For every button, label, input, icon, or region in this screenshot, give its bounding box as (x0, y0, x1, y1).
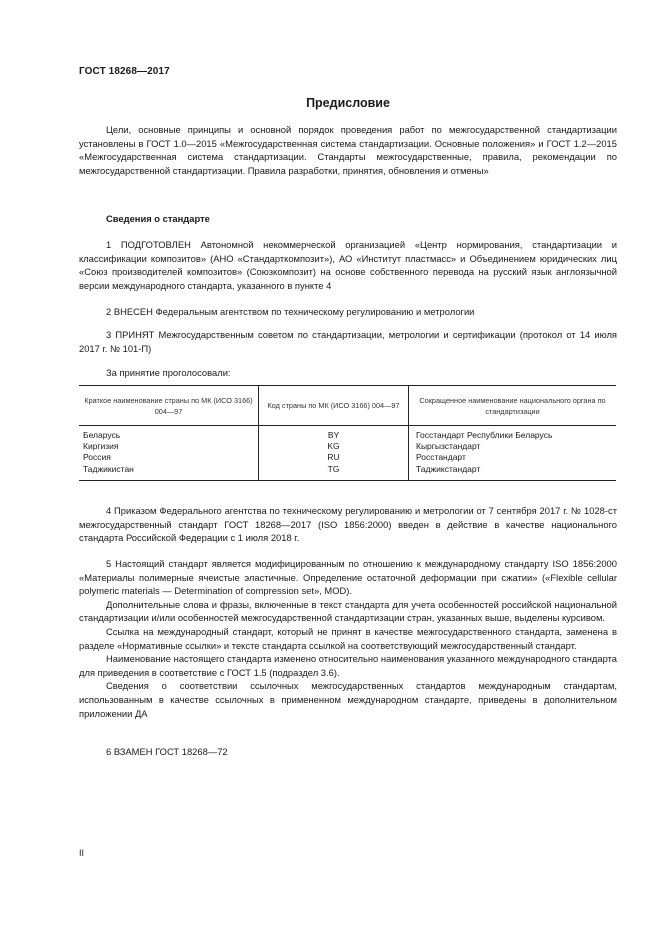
item-1-paragraph: 1 ПОДГОТОВЛЕН Автономной некоммерческой организацией «Центр нормирования, стандартизации и классификации композитов» (АНО «Стандарткомпозит»), АО «Институт пластмасс» и Объединением юридических лиц «Союз производителей композитов» (Союзкомпозит) на основе собственного перевода на русский язык англоязычной версии международного стандарта, указанного в пункте 4 (79, 239, 617, 291)
header-country-name: Краткое наименование страны по МК (ИСО 3166) 004—97 (79, 386, 259, 426)
voting-table (79, 385, 616, 483)
item-6-section (79, 745, 617, 759)
item-5-paragraph: 5 Настоящий стандарт является модифицированным по отношению к международному стандарту ISO 1856:2000 «Материалы полимерные ячеистые эластичные. Определение остаточной деформации при сжатии» («Flexible cellular polymeric materials — Determination of compression set», MOD). (79, 558, 617, 597)
country-code: BY (327, 430, 340, 440)
item-6-paragraph: 6 ВЗАМЕН ГОСТ 18268—72 (106, 746, 228, 757)
subheading: Сведения о стандарте (106, 213, 210, 224)
standards-body: Госстандарт Республики Беларусь (416, 430, 553, 440)
item-5-paragraph: Сведения о соответствии ссылочных межгосударственных стандартов международным стандартам, использованным в качестве ссылочных в примененном международном стандарте, приведены в дополнительном приложении ДА (79, 680, 617, 719)
body-list (409, 426, 617, 481)
item-3-section (79, 328, 617, 355)
document-code: ГОСТ 18268—2017 (79, 66, 170, 77)
intro-paragraph: Цели, основные принципы и основной порядок проведения работ по межгосударственной стандартизации установлены в ГОСТ 1.0—2015 «Межгосударственная система стандартизации. Основные положения» и ГОСТ 1.2—2015 «Межгосударственная система стандартизации. Стандарты межгосударственные, правила, рекомендации по межгосударственной стандартизации. Правила разработки, принятия, обновления и отмены» (79, 124, 617, 176)
table-body-row (79, 426, 616, 481)
vote-label-section (79, 366, 617, 380)
page-number: II (79, 848, 85, 858)
standards-body: Таджикстандарт (416, 463, 481, 474)
standard-info-heading (79, 212, 617, 226)
item-2-section (79, 305, 617, 319)
item-5-paragraph: Наименование настоящего стандарта изменено относительно наименования указанного международного стандарта для приведения в соответствие с ГОСТ 1.5 (подраздел 3.6). (79, 653, 617, 678)
country-name: Россия (83, 452, 111, 463)
item-1-section (79, 238, 617, 292)
item-5-section (79, 557, 617, 720)
country-name: Киргизия (83, 441, 119, 452)
header-country-code: Код страны по МК (ИСО 3166) 004—97 (259, 386, 409, 426)
table-header-row (79, 386, 616, 426)
country-code: TG (327, 463, 340, 474)
country-list (79, 426, 259, 481)
code-list (259, 426, 409, 481)
country-code: RU (327, 452, 340, 463)
standards-body: Росстандарт (416, 452, 466, 463)
country-name: Беларусь (83, 430, 121, 440)
standards-body: Кыргызстандарт (416, 441, 481, 452)
item-4-section (79, 504, 617, 545)
page-title: Предисловие (306, 96, 390, 110)
country-name: Таджикистан (83, 463, 134, 474)
item-4-paragraph: 4 Приказом Федерального агентства по техническому регулированию и метрологии от 7 сентября 2017 г. № 1028-ст межгосударственный стандарт ГОСТ 18268—2017 (ISO 1856:2000) введен в действие в качестве национального стандарта Российской Федерации с 1 июля 2018 г. (79, 505, 617, 544)
header-standards-body: Сокращенное наименование национального органа по стандартизации (409, 386, 617, 426)
item-5-paragraph: Дополнительные слова и фразы, включенные в текст стандарта для учета особенностей российской национальной стандартизации и/или особенностей межгосударственной стандартизации стран, указанных выше, выделены курсивом. (79, 598, 617, 624)
intro-section (79, 123, 617, 177)
item-3-paragraph: 3 ПРИНЯТ Межгосударственным советом по стандартизации, метрологии и сертификации (протокол от 14 июля 2017 г. № 101-П) (79, 329, 617, 354)
item-5-paragraph: Ссылка на международный стандарт, который не принят в качестве межгосударственного стандарта, заменена в разделе «Нормативные ссылки» и тексте стандарта ссылкой на соответствующий межгосударственный стандарт. (79, 625, 617, 651)
item-2-paragraph: 2 ВНЕСЕН Федеральным агентством по техническому регулированию и метрологии (106, 306, 475, 317)
vote-label: За принятие проголосовали: (106, 367, 231, 378)
country-code: KG (327, 441, 340, 452)
